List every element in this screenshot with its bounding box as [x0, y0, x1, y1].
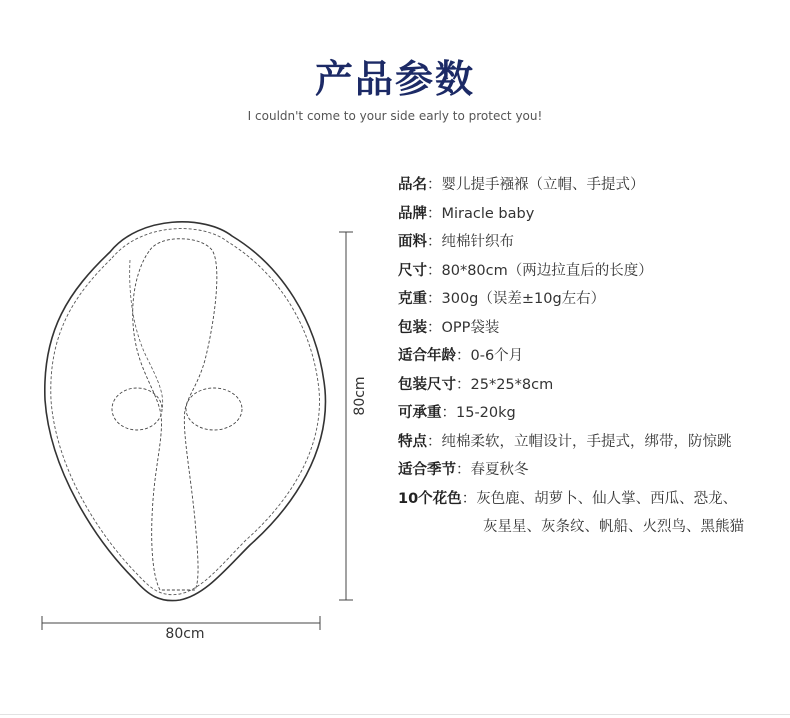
- swaddle-outline: [45, 222, 326, 601]
- bottom-divider: [0, 714, 790, 715]
- spec-row-age: 适合年龄：0-6个月: [398, 348, 524, 364]
- height-dimension-label: 80cm: [352, 376, 368, 416]
- page-subtitle: I couldn't come to your side early to protect you!: [247, 109, 543, 123]
- spec-row-season: 适合季节：春夏秋冬: [398, 462, 529, 478]
- spec-row-name: 品名：婴儿提手襁褓（立帽、手提式）: [398, 177, 645, 193]
- spec-row-brand: 品牌：Miracle baby: [398, 205, 535, 222]
- spec-row-patterns-continued: 灰星星、灰条纹、帆船、火烈鸟、黑熊猫: [483, 519, 744, 535]
- spec-row-load: 可承重：15-20kg: [398, 405, 516, 421]
- spec-row-fabric: 面料：纯棉针织布: [398, 234, 514, 250]
- spec-row-package-size: 包装尺寸：25*25*8cm: [398, 376, 554, 393]
- spec-row-weight: 克重：300g（误差±10g左右）: [398, 291, 606, 307]
- width-dimension-label: 80cm: [165, 626, 205, 642]
- spec-row-features: 特点：纯棉柔软，立帽设计，手提式，绑带，防惊跳: [398, 433, 732, 450]
- spec-row-packaging: 包装：OPP袋装: [398, 319, 500, 336]
- page-title: 产品参数: [314, 57, 475, 101]
- spec-list: [398, 171, 790, 542]
- spec-row-size: 尺寸：80*80cm（两边拉直后的长度）: [398, 262, 653, 279]
- spec-row-patterns: 10个花色：灰色鹿、胡萝卜、仙人掌、西瓜、恐龙、: [398, 490, 738, 507]
